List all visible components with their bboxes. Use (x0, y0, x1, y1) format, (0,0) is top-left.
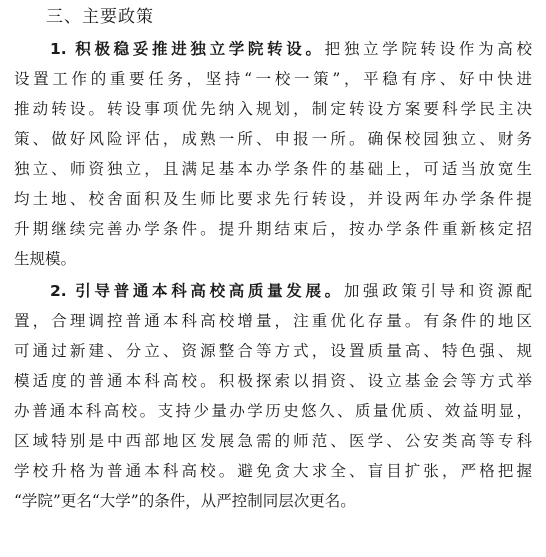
policy-2-title: 引导普通本科高校高质量发展。 (75, 282, 344, 300)
paragraph-line: 置，合理调控普通本科高校增量，注重优化存量。有条件的地区 (14, 312, 532, 330)
paragraph-line: 学校升格为普通本科高校。避免贪大求全、盲目扩张，严格把握 (14, 462, 532, 480)
paragraph-line: 可通过新建、分立、资源整合等方式，设置质量高、特色强、规 (14, 342, 532, 360)
paragraph-line: 办普通本科高校。支持少量办学历史悠久、质量优质、效益明显， (14, 402, 532, 420)
paragraph-line: 设置工作的重要任务，坚持“一校一策”，平稳有序、好中快进 (14, 70, 532, 88)
policy-2-first-line-text: 加强政策引导和资源配 (343, 282, 532, 300)
policy-1-first-line-text: 把独立学院转设作为高校 (324, 40, 532, 58)
policy-2-number: 2. (50, 282, 67, 300)
paragraph-line: 模适度的普通本科高校。积极探索以捐资、设立基金会等方式举 (14, 372, 532, 390)
policy-1-title: 积极稳妥推进独立学院转设。 (75, 40, 325, 58)
paragraph-line: 区域特别是中西部地区发展急需的师范、医学、公安类高等专科 (14, 432, 532, 450)
policy-1-number: 1. (50, 40, 67, 58)
paragraph-line: 升期继续完善办学条件。提升期结束后，按办学条件重新核定招 (14, 220, 532, 238)
policy-2-first-line (50, 276, 532, 306)
paragraph-line: 推动转设。转设事项优先纳入规划，制定转设方案要科学民主决 (14, 100, 532, 118)
paragraph-line: 独立、师资独立，且满足基本办学条件的基础上，可适当放宽生 (14, 160, 532, 178)
paragraph-line: “学院”更名“大学”的条件，从严控制同层次更名。 (14, 492, 356, 510)
section-heading: 三、主要政策 (46, 7, 154, 27)
paragraph-line: 均土地、校舍面积及生师比要求先行转设，并设两年办学条件提 (14, 190, 532, 208)
paragraph-line: 策、做好风险评估，成熟一所、申报一所。确保校园独立、财务 (14, 130, 532, 148)
paragraph-line: 生规模。 (14, 250, 77, 268)
policy-1-first-line (50, 34, 532, 64)
